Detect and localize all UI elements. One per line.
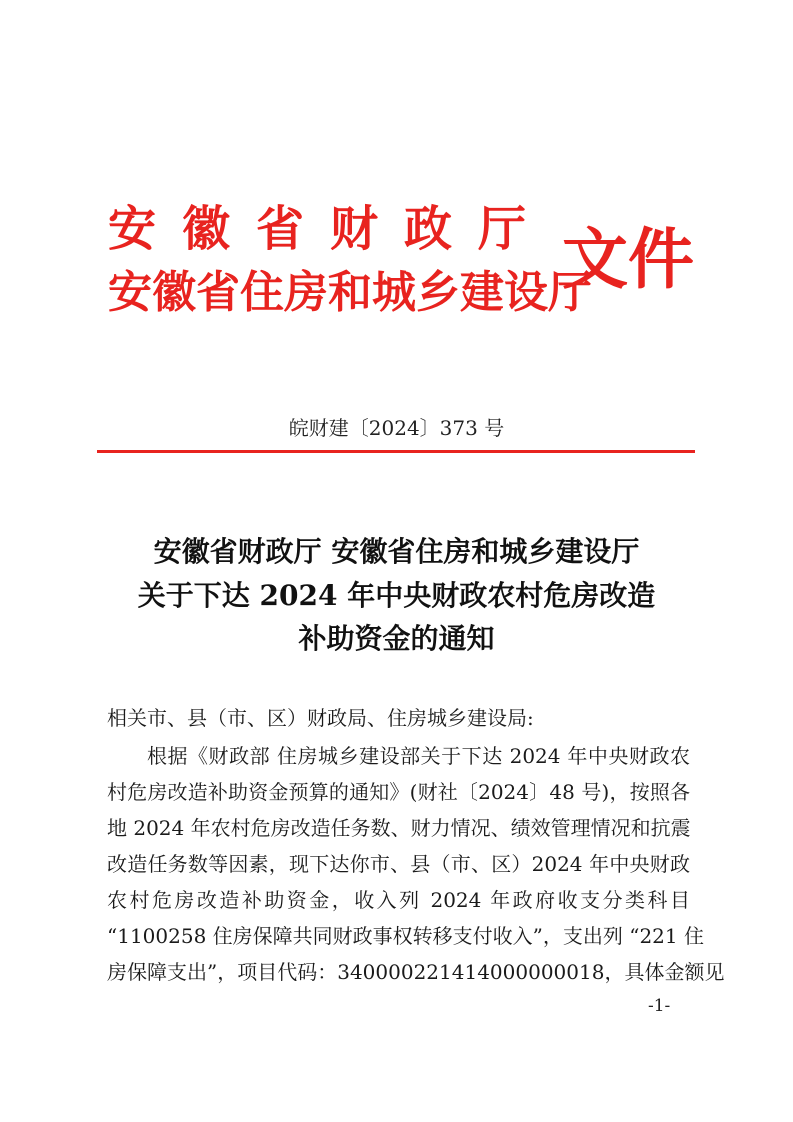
body-line: 根据《财政部 住房城乡建设部关于下达 2024 年中央财政农 — [147, 744, 690, 768]
document-title-line-1: 安徽省财政厅 安徽省住房和城乡建设厅 — [153, 535, 640, 568]
body-line: 房保障支出”，项目代码：340000221414000000018，具体金额见 — [107, 960, 725, 984]
document-number: 皖财建〔2024〕373 号 — [288, 416, 505, 440]
document-type-label: 文件 — [562, 220, 694, 298]
salutation: 相关市、县（市、区）财政局、住房城乡建设局: — [107, 706, 534, 730]
body-line: 农村危房改造补助资金，收入列 2024 年政府收支分类科目 — [107, 888, 690, 912]
header-divider — [97, 450, 695, 453]
issuer-name-finance-dept: 安徽省财政厅 — [108, 201, 553, 257]
page-number: -1- — [648, 996, 671, 1016]
issuer-name-housing-dept: 安徽省住房和城乡建设厅 — [108, 267, 592, 318]
body-line: 地 2024 年农村危房改造任务数、财力情况、绩效管理情况和抗震 — [107, 816, 691, 840]
body-line: 改造任务数等因素，现下达你市、县（市、区）2024 年中央财政 — [107, 852, 690, 876]
document-title-line-3: 补助资金的通知 — [298, 622, 495, 655]
body-line: 村危房改造补助资金预算的通知》(财社〔2024〕48 号)，按照各 — [107, 780, 690, 804]
document-title-line-2: 关于下达 2024 年中央财政农村危房改造 — [137, 579, 656, 612]
body-line: “1100258 住房保障共同财政事权转移支付收入”，支出列 “221 住 — [107, 924, 704, 948]
